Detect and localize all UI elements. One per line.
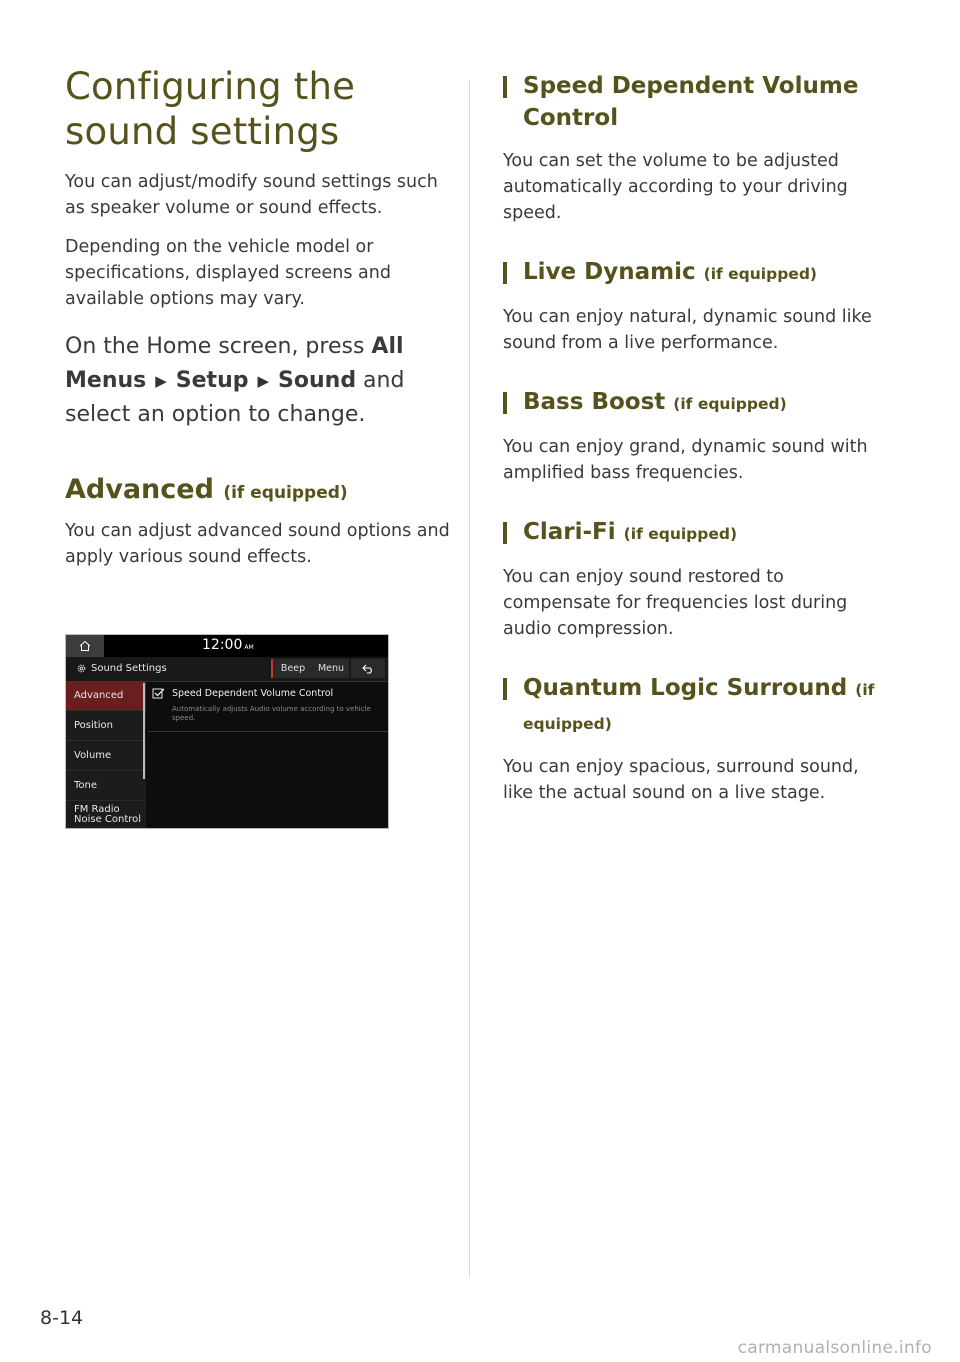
menu-button[interactable]: Menu [313, 659, 349, 678]
back-button[interactable] [351, 659, 385, 678]
section-heading [503, 386, 888, 420]
advanced-heading [65, 474, 450, 505]
option-row[interactable] [148, 681, 388, 732]
back-icon [362, 664, 374, 674]
clock-time: 12:00 [202, 637, 243, 653]
section-heading [503, 672, 888, 740]
section-speed-dependent-volume [503, 70, 888, 226]
setup-label: Setup [175, 367, 249, 393]
sidebar-item-fm-radio-noise-control[interactable]: FM Radio Noise Control [66, 801, 146, 829]
section-title: Bass Boost [523, 389, 666, 415]
section-title: Quantum Logic Surround [523, 675, 848, 701]
intro-paragraph-2: Depending on the vehicle model or specifications, displayed screens and available options may vary. [65, 237, 391, 309]
sidebar-item-advanced[interactable]: Advanced [66, 681, 146, 711]
section-heading [503, 516, 888, 550]
screen-title [76, 663, 167, 674]
home-button[interactable] [66, 635, 104, 657]
beep-button[interactable]: Beep [271, 659, 313, 678]
clock-ampm: AM [244, 644, 254, 651]
advanced-heading-text: Advanced [65, 473, 214, 505]
left-column [65, 64, 450, 583]
all-menus-label: All Menus [65, 334, 404, 393]
page-number: 8-14 [40, 1307, 84, 1329]
sidebar-item-position[interactable]: Position [66, 711, 146, 741]
column-divider [469, 80, 470, 1278]
checkbox-checked-icon[interactable] [152, 687, 165, 700]
heading-bar [503, 262, 507, 284]
heading-bar [503, 678, 507, 700]
section-title: Speed Dependent Volume Control [523, 73, 859, 131]
section-quantum-logic-surround [503, 672, 888, 806]
section-bass-boost [503, 386, 888, 486]
sidebar-item-tone[interactable]: Tone [66, 771, 146, 801]
clock [202, 637, 254, 653]
right-column [503, 70, 888, 836]
section-equipped: (if equipped) [703, 265, 817, 283]
section-heading [503, 256, 888, 290]
sound-settings-screenshot [65, 634, 389, 829]
instruction [65, 330, 450, 432]
section-body: You can enjoy sound restored to compensate for frequencies lost during audio compression. [503, 567, 848, 639]
sidebar-item-volume[interactable]: Volume [66, 741, 146, 771]
option-description: Automatically adjusts Audio volume according to vehicle speed. [172, 705, 371, 722]
section-body: You can enjoy spacious, surround sound, like the actual sound on a live stage. [503, 757, 859, 803]
heading-bar [503, 522, 507, 544]
screen-title-text: Sound Settings [91, 663, 167, 674]
page-title: Configuring the sound settings [65, 65, 356, 153]
section-equipped: (if equipped) [623, 525, 738, 543]
home-icon [79, 640, 91, 652]
arrow-right-icon: ▶ [257, 371, 270, 390]
section-clari-fi [503, 516, 888, 642]
arrow-right-icon: ▶ [155, 371, 167, 390]
watermark: carmanualsonline.info [737, 1338, 932, 1358]
status-bar [66, 635, 388, 657]
gear-icon [76, 663, 87, 674]
section-heading [503, 70, 888, 134]
section-equipped: (if equipped) [523, 681, 875, 733]
advanced-body: You can adjust advanced sound options and apply various sound effects. [65, 520, 450, 567]
advanced-equipped: (if equipped) [223, 482, 348, 503]
sound-label: Sound [278, 367, 357, 393]
section-live-dynamic [503, 256, 888, 356]
intro-paragraph-1: You can adjust/modify sound settings such as speaker volume or sound effects. [65, 172, 438, 218]
option-title: Speed Dependent Volume Control [172, 688, 334, 699]
section-title: Live Dynamic [523, 259, 696, 285]
screen-header [66, 657, 388, 682]
section-body: You can enjoy natural, dynamic sound like sound from a live performance. [503, 307, 872, 353]
section-title: Clari-Fi [523, 519, 616, 545]
sidebar-scrollbar[interactable] [143, 683, 145, 779]
section-body: You can set the volume to be adjusted automatically according to your driving speed. [503, 151, 848, 223]
settings-sidebar [66, 681, 146, 829]
section-body: You can enjoy grand, dynamic sound with amplified bass frequencies. [503, 437, 868, 483]
instruction-suffix: and select an option to change. [65, 367, 405, 427]
section-equipped: (if equipped) [673, 395, 787, 413]
heading-bar [503, 392, 507, 414]
heading-bar [503, 76, 507, 98]
instruction-prefix: On the Home screen, press [65, 334, 372, 359]
